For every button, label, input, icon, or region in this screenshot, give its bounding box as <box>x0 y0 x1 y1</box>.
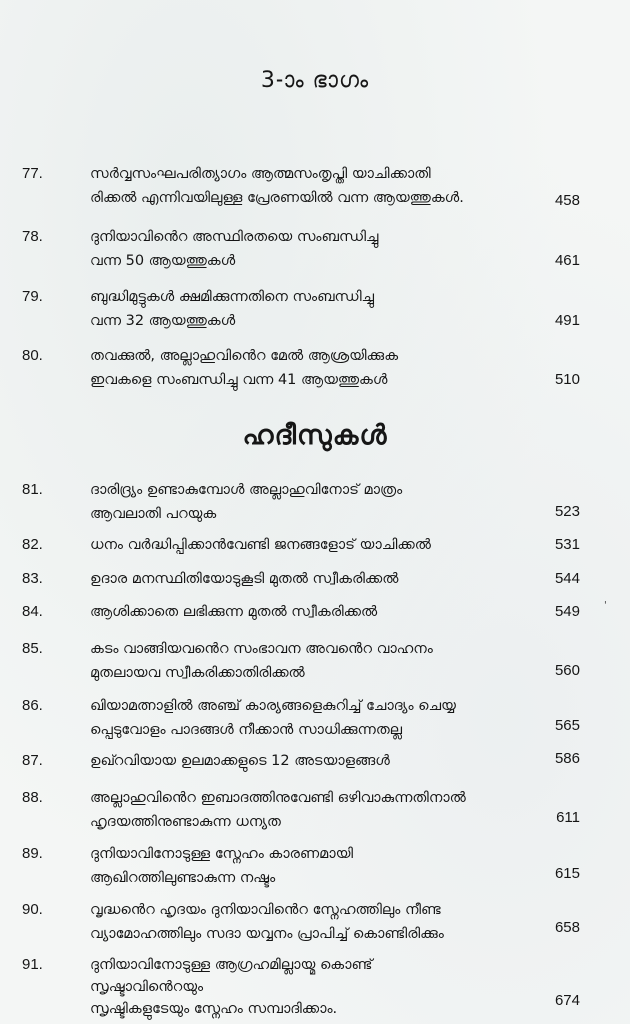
page-number: 523 <box>554 503 580 520</box>
entry-line: സർവ്വസംഘപരിത്യാഗം ആത്മസംതൃപ്തി യാചിക്കാതി <box>90 166 431 182</box>
entry-line: പ്പെടുവോളം പാദങ്ങൾ നീക്കാൻ സാധിക്കുന്നതല്ല <box>90 722 403 738</box>
entry-text <box>90 567 530 591</box>
entry-line: ദുനിയാവിനോടുള്ള ആഗ്രഹമില്ലായ്മ കൊണ്ട് <box>90 957 373 973</box>
entry-text <box>90 225 530 273</box>
entry-text <box>90 285 530 333</box>
entry-number: 84. <box>22 603 43 620</box>
entry-line: വന്ന 50 ആയത്തുകൾ <box>90 253 236 269</box>
page-number: 491 <box>554 312 580 329</box>
entry-line: ദുനിയാവിനോടുള്ള സ്നേഹം കാരണമായി <box>90 846 353 862</box>
page-number: 531 <box>554 536 580 553</box>
page-number: 615 <box>554 865 580 882</box>
entry-number: 89. <box>22 845 43 862</box>
entry-line: ഹൃദയത്തിനുണ്ടാകുന്ന ധന്യത <box>90 814 281 830</box>
entry-number: 85. <box>22 640 43 657</box>
entry-line: വ്യാമോഹത്തിലും സദാ യവ്വനം പ്രാപിച്ച് കൊണ്ടിരിക്കും <box>90 926 444 942</box>
entry-text <box>90 749 530 773</box>
page-number: 544 <box>554 570 580 587</box>
page-number: 586 <box>554 750 580 767</box>
entry-text <box>90 344 530 392</box>
entry-line: ആശിക്കാതെ ലഭിക്കുന്ന മുതൽ സ്വീകരിക്കൽ <box>90 604 378 620</box>
entry-line: വൃദ്ധൻെറ ഹൃദയം ദുനിയാവിൻെറ സ്നേഹത്തിലും നീണ്ട <box>90 902 441 918</box>
entry-line: ആവലാതി പറയുക <box>90 506 217 522</box>
page-number: 565 <box>554 717 580 734</box>
page-number: 458 <box>554 192 580 209</box>
entry-number: 79. <box>22 288 43 305</box>
entry-line: ഉഖ്റവിയായ ഉലമാക്കളുടെ 12 അടയാളങ്ങൾ <box>90 753 390 769</box>
entry-number: 90. <box>22 901 43 918</box>
page-number: 461 <box>554 252 580 269</box>
entry-line: ദുനിയാവിൻെറ അസ്ഥിരതയെ സംബന്ധിച്ചു <box>90 229 379 245</box>
entry-number: 77. <box>22 165 43 182</box>
entry-number: 91. <box>22 956 43 973</box>
entry-line: ആഖിറത്തിലുണ്ടാകുന്ന നഷ്ടം <box>90 870 276 886</box>
entry-line: സൃഷ്ടാവിൻെറയും <box>90 979 204 995</box>
page-number: 560 <box>554 662 580 679</box>
entry-text <box>90 786 530 834</box>
entry-text <box>90 898 530 946</box>
entry-number: 82. <box>22 536 43 553</box>
page-number: 549 <box>554 603 580 620</box>
page-number: 674 <box>554 992 580 1009</box>
entry-number: 80. <box>22 347 43 364</box>
entry-text <box>90 162 530 210</box>
entry-text <box>90 954 530 1020</box>
part-heading: 3-ാം ഭാഗം <box>260 68 370 93</box>
entry-line: ധനം വർദ്ധിപ്പിക്കാൻവേണ്ടി ജനങ്ങളോട് യാചിക്കൽ <box>90 537 431 553</box>
entry-text <box>90 478 530 526</box>
entry-line: അല്ലാഹുവിൻെറ ഇബാദത്തിനുവേണ്ടി ഒഴിവാകുന്നതിനാൽ <box>90 790 466 806</box>
entry-number: 86. <box>22 697 43 714</box>
entry-number: 78. <box>22 228 43 245</box>
entry-line: ഉദാര മനസ്ഥിതിയോടുകൂടി മുതൽ സ്വീകരിക്കൽ <box>90 571 399 587</box>
entry-text <box>90 842 530 890</box>
entry-line: കടം വാങ്ങിയവൻെറ സംഭാവന അവൻെറ വാഹനം <box>90 641 433 657</box>
entry-line: സൃഷ്ടികളുടേയും സ്നേഹം സമ്പാദിക്കാം. <box>90 1001 338 1017</box>
entry-line: വന്ന 32 ആയത്തുകൾ <box>90 313 236 329</box>
entry-text <box>90 533 530 557</box>
hadith-heading: ഹദീസുകൾ <box>242 420 388 451</box>
entry-line: രിക്കൽ എന്നിവയിലുള്ള പ്രേരണയിൽ വന്ന ആയത്തുകൾ. <box>90 190 464 206</box>
entry-number: 81. <box>22 481 43 498</box>
entry-text <box>90 600 530 624</box>
entry-number: 87. <box>22 752 43 769</box>
entry-number: 83. <box>22 570 43 587</box>
page-number: 658 <box>554 919 580 936</box>
entry-line: മുതലായവ സ്വീകരിക്കാതിരിക്കൽ <box>90 665 305 681</box>
entry-line: ദാരിദ്ര്യം ഉണ്ടാകുമ്പോൾ അല്ലാഹുവിനോട് മാത്രം <box>90 482 403 498</box>
page-number: 510 <box>554 371 580 388</box>
entry-text <box>90 637 530 685</box>
entry-text <box>90 694 530 742</box>
stray-mark: ' <box>604 600 607 611</box>
page-number: 611 <box>556 809 580 826</box>
entry-line: ഇവകളെ സംബന്ധിച്ചു വന്ന 41 ആയത്തുകൾ <box>90 372 388 388</box>
entry-line: ഖിയാമത്നാളിൽ അഞ്ച് കാര്യങ്ങളെകുറിച്ച് ചോദ്യം ചെയ്യ <box>90 698 456 714</box>
entry-line: ബുദ്ധിമുട്ടുകൾ ക്ഷമിക്കുന്നതിനെ സംബന്ധിച്ചു <box>90 289 375 305</box>
entry-line: തവക്കുൽ, അല്ലാഹുവിൻെറ മേൽ ആശ്രയിക്കുക <box>90 348 399 364</box>
entry-number: 88. <box>22 789 43 806</box>
